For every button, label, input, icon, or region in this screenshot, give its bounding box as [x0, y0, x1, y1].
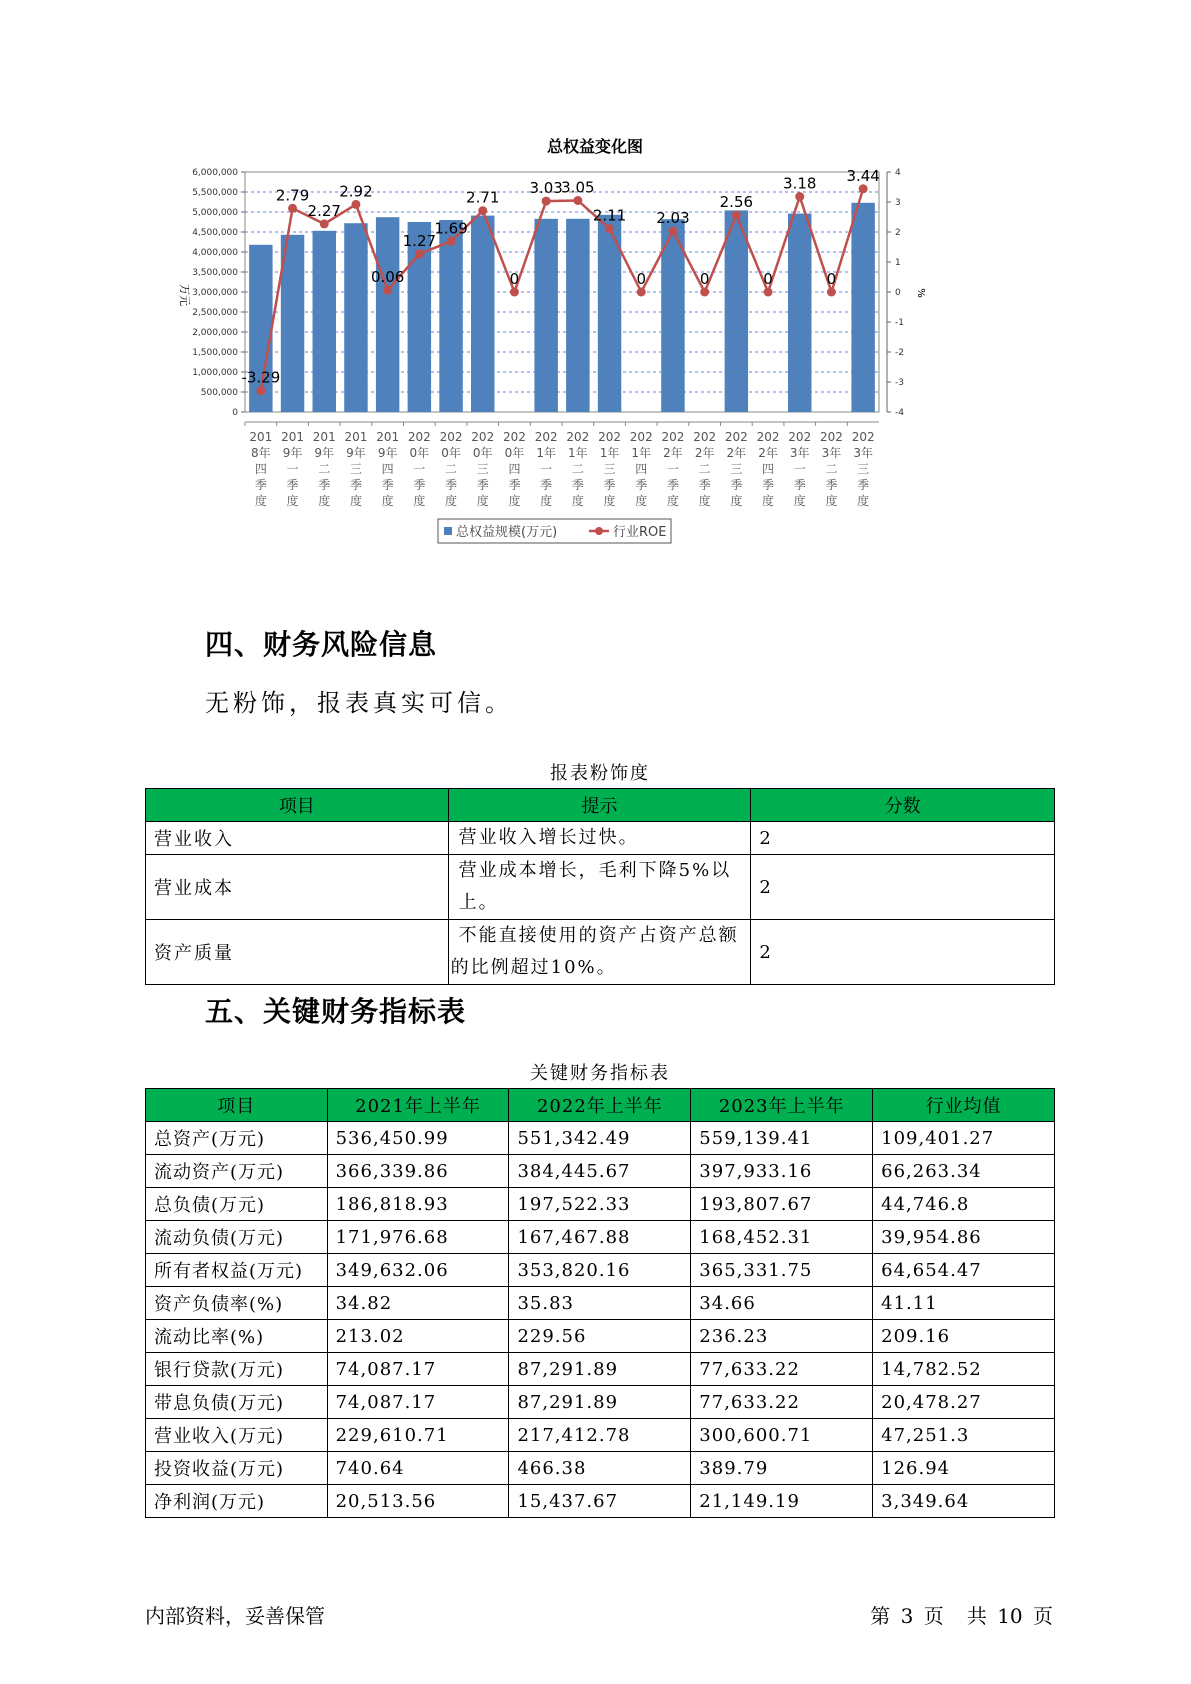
roe-data-label: 1.27 — [402, 231, 437, 250]
table-row — [146, 1188, 1055, 1221]
bar — [313, 231, 336, 412]
kfi-value: 34.66 — [691, 1287, 873, 1320]
x-tick-label: 三 — [730, 462, 743, 476]
kfi-item: 所有者权益(万元) — [146, 1254, 328, 1287]
x-tick-label: 1年 — [536, 446, 556, 460]
x-tick-label: 二 — [698, 462, 711, 476]
kfi-value: 559,139.41 — [691, 1122, 873, 1155]
x-tick-label: 季 — [508, 478, 521, 492]
table-row — [146, 1353, 1055, 1386]
x-tick-label: 201 — [312, 430, 336, 444]
kfi-value: 35.83 — [509, 1287, 691, 1320]
x-tick-label: 3年 — [821, 446, 842, 460]
x-tick-label: 季 — [413, 478, 426, 492]
kfi-item: 带息负债(万元) — [146, 1386, 328, 1419]
roe-data-label: 0 — [699, 270, 710, 288]
y-tick-label: 3,000,000 — [192, 288, 238, 298]
bar — [725, 210, 748, 412]
x-tick-label: 度 — [318, 494, 331, 508]
x-tick-label: 季 — [286, 478, 299, 492]
roe-data-label: 2.92 — [339, 182, 373, 201]
x-tick-label: 季 — [254, 478, 267, 492]
kfi-value: 77,633.22 — [691, 1386, 873, 1419]
roe-data-label: 3.03 — [529, 179, 563, 198]
roe-point — [605, 224, 614, 233]
roe-data-label: 1.69 — [434, 219, 468, 238]
kfi-value: 353,820.16 — [509, 1254, 691, 1287]
y2-tick-label: 0 — [895, 288, 901, 298]
roe-data-label: 0 — [509, 270, 520, 288]
y-tick-label: 4,500,000 — [192, 228, 238, 238]
x-tick-label: 季 — [571, 478, 584, 492]
x-tick-label: 季 — [476, 478, 489, 492]
x-tick-label: 202 — [851, 430, 875, 444]
roe-point — [700, 288, 709, 297]
legend-line-label: 行业ROE — [613, 525, 667, 540]
kfi-table-caption: 关键财务指标表 — [530, 1063, 670, 1084]
kfi-value: 236.23 — [691, 1320, 873, 1353]
equity-chart — [175, 135, 1035, 595]
x-tick-label: 四 — [254, 462, 267, 476]
x-tick-label: 202 — [629, 430, 653, 444]
roe-point — [351, 200, 360, 209]
risk-item: 营业成本 — [146, 855, 449, 920]
header-tip: 提示 — [448, 789, 751, 822]
x-tick-label: 四 — [762, 462, 775, 476]
roe-data-label: 0 — [763, 270, 773, 288]
kfi-value: 87,291.89 — [509, 1386, 691, 1419]
x-tick-label: 202 — [534, 430, 558, 444]
x-tick-label: 202 — [724, 430, 748, 444]
x-tick-label: 202 — [756, 430, 780, 444]
table-row — [146, 1254, 1055, 1287]
y-tick-label: 5,000,000 — [192, 208, 238, 218]
kfi-value: 229,610.71 — [327, 1419, 509, 1452]
legend-line-marker — [595, 527, 603, 535]
x-tick-label: 3年 — [789, 446, 810, 460]
y2-tick-label: -3 — [895, 378, 904, 388]
roe-point — [573, 196, 582, 205]
x-tick-label: 季 — [381, 478, 394, 492]
x-tick-label: 四 — [635, 462, 648, 476]
roe-data-label: 3.44 — [846, 166, 880, 185]
x-tick-label: 一 — [666, 462, 679, 476]
risk-tip: 营业成本增长，毛利下降5%以上。 — [448, 855, 751, 920]
section5-heading: 五、关键财务指标表 — [205, 995, 467, 1028]
table-row — [146, 1386, 1055, 1419]
kfi-value: 74,087.17 — [327, 1386, 509, 1419]
risk-table-header — [146, 789, 1055, 822]
line-series — [241, 167, 879, 395]
x-tick-label: 度 — [476, 494, 489, 508]
x-tick-label: 度 — [286, 494, 299, 508]
table-row — [146, 822, 1055, 855]
y-tick-label: 2,500,000 — [192, 308, 238, 318]
x-tick-label: 度 — [730, 494, 743, 508]
roe-point — [383, 286, 392, 295]
table-row — [146, 1485, 1055, 1518]
risk-item: 营业收入 — [146, 822, 449, 855]
x-tick-label: 季 — [857, 478, 870, 492]
x-tick-label: 9年 — [346, 446, 366, 460]
x-tick-label: 202 — [471, 430, 495, 444]
x-tick-label: 二 — [445, 462, 458, 476]
section4-paragraph: 无粉饰，报表真实可信。 — [205, 689, 513, 717]
roe-data-label: 2.79 — [275, 186, 310, 205]
kfi-value: 3,349.64 — [873, 1485, 1055, 1518]
total-unit: 页 — [1033, 1604, 1053, 1628]
y2-tick-label: 1 — [895, 258, 901, 268]
kfi-item: 总负债(万元) — [146, 1188, 328, 1221]
header-item: 项目 — [146, 1089, 328, 1122]
kfi-value: 21,149.19 — [691, 1485, 873, 1518]
kfi-value: 15,437.67 — [509, 1485, 691, 1518]
x-tick-label: 0年 — [504, 446, 525, 460]
kfi-value: 186,818.93 — [327, 1188, 509, 1221]
y2-tick-label: 4 — [895, 168, 901, 178]
kfi-value: 47,251.3 — [873, 1419, 1055, 1452]
roe-point — [637, 288, 646, 297]
x-tick-label: 202 — [598, 430, 622, 444]
x-tick-label: 9年 — [282, 446, 303, 460]
x-tick-label: 三 — [603, 462, 616, 476]
legend-bar-label: 总权益规模(万元) — [456, 525, 558, 540]
kfi-item: 营业收入(万元) — [146, 1419, 328, 1452]
page-unit: 页 — [923, 1604, 944, 1628]
x-tick-label: 季 — [318, 478, 331, 492]
kfi-value: 229.56 — [509, 1320, 691, 1353]
kfi-value: 34.82 — [327, 1287, 509, 1320]
y2-tick-label: -1 — [895, 318, 904, 328]
x-tick-label: 季 — [445, 478, 458, 492]
roe-data-label: 2.71 — [466, 188, 500, 207]
risk-table-caption: 报表粉饰度 — [550, 763, 650, 784]
y-tick-label: 5,500,000 — [192, 188, 238, 198]
x-tick-label: 二 — [825, 462, 838, 476]
x-tick-label: 202 — [407, 430, 431, 444]
x-tick-label: 202 — [502, 430, 526, 444]
x-tick-label: 2年 — [694, 446, 715, 460]
kfi-table — [145, 1088, 1055, 1518]
roe-point — [320, 219, 329, 228]
roe-point — [859, 184, 868, 193]
risk-score: 2 — [751, 855, 1055, 920]
x-tick-label: 一 — [413, 462, 426, 476]
legend-bar-swatch — [444, 527, 452, 535]
y-tick-label: 6,000,000 — [192, 168, 238, 178]
x-tick-label: 二 — [318, 462, 331, 476]
y-tick-label: 1,500,000 — [192, 348, 238, 358]
kfi-value: 77,633.22 — [691, 1353, 873, 1386]
risk-tip-line: 的比例超过10%。 — [450, 957, 617, 978]
header-score: 分数 — [751, 789, 1055, 822]
kfi-item: 投资收益(万元) — [146, 1452, 328, 1485]
x-tick-label: 1年 — [599, 446, 620, 460]
kfi-value: 466.38 — [509, 1452, 691, 1485]
x-tick-label: 202 — [566, 430, 590, 444]
kfi-item: 流动资产(万元) — [146, 1155, 328, 1188]
roe-data-label: 2.11 — [592, 206, 627, 225]
x-tick-label: 1年 — [568, 446, 588, 460]
bar — [344, 223, 367, 412]
header-item: 项目 — [146, 789, 449, 822]
x-tick-label: 季 — [793, 478, 806, 492]
y-tick-label: 2,000,000 — [192, 328, 238, 338]
risk-score: 2 — [751, 920, 1055, 985]
table-row — [146, 1287, 1055, 1320]
kfi-value: 167,467.88 — [509, 1221, 691, 1254]
x-tick-label: 度 — [349, 494, 362, 508]
x-tick-label: 季 — [666, 478, 679, 492]
x-tick-label: 季 — [762, 478, 775, 492]
page-number: 3 — [900, 1604, 914, 1628]
section4-heading: 四、财务风险信息 — [205, 628, 438, 661]
kfi-table-header — [146, 1089, 1055, 1122]
x-tick-label: 季 — [603, 478, 616, 492]
kfi-value: 397,933.16 — [691, 1155, 873, 1188]
roe-point — [478, 206, 487, 215]
chart-legend — [438, 519, 671, 543]
header-2023: 2023年上半年 — [691, 1089, 873, 1122]
x-tick-label: 度 — [254, 494, 267, 508]
x-tick-label: 三 — [476, 462, 489, 476]
header-2021: 2021年上半年 — [327, 1089, 509, 1122]
x-tick-label: 2年 — [758, 446, 778, 460]
roe-point — [510, 288, 519, 297]
roe-data-label: 3.18 — [783, 174, 817, 193]
risk-score: 2 — [751, 822, 1055, 855]
roe-data-label: 2.27 — [307, 201, 341, 220]
x-tick-label: 度 — [571, 494, 584, 508]
roe-point — [668, 227, 677, 236]
x-tick-label: 季 — [635, 478, 648, 492]
roe-point — [795, 192, 804, 201]
kfi-value: 366,339.86 — [327, 1155, 509, 1188]
x-tick-label: 一 — [540, 462, 553, 476]
x-tick-label: 201 — [281, 430, 305, 444]
x-tick-label: 四 — [508, 462, 521, 476]
bar-series — [249, 203, 875, 412]
y-tick-label: 3,500,000 — [192, 268, 238, 278]
x-axis-ticks — [245, 422, 879, 508]
x-tick-label: 季 — [698, 478, 711, 492]
risk-table — [145, 788, 1055, 985]
kfi-value: 193,807.67 — [691, 1188, 873, 1221]
table-row — [146, 1452, 1055, 1485]
y2-axis-ticks — [887, 168, 904, 418]
x-tick-label: 一 — [793, 462, 806, 476]
x-tick-label: 3年 — [853, 446, 873, 460]
x-tick-label: 1年 — [631, 446, 652, 460]
kfi-value: 87,291.89 — [509, 1353, 691, 1386]
kfi-value: 740.64 — [327, 1452, 509, 1485]
chart-title: 总权益变化图 — [546, 137, 644, 156]
roe-data-label: 2.03 — [656, 209, 690, 228]
roe-point — [542, 197, 551, 206]
risk-item: 资产质量 — [146, 920, 449, 985]
x-tick-label: 0年 — [409, 446, 430, 460]
kfi-value: 109,401.27 — [873, 1122, 1055, 1155]
x-tick-label: 201 — [249, 430, 273, 444]
kfi-item: 资产负债率(%) — [146, 1287, 328, 1320]
bar — [439, 220, 462, 412]
x-tick-label: 度 — [413, 494, 426, 508]
kfi-value: 551,342.49 — [509, 1122, 691, 1155]
table-row — [146, 855, 1055, 920]
header-industry-avg: 行业均值 — [873, 1089, 1055, 1122]
bar — [566, 219, 589, 412]
y2-tick-label: 2 — [895, 228, 901, 238]
kfi-value: 300,600.71 — [691, 1419, 873, 1452]
roe-point — [256, 386, 265, 395]
roe-point — [288, 204, 297, 213]
header-2022: 2022年上半年 — [509, 1089, 691, 1122]
x-tick-label: 度 — [603, 494, 616, 508]
kfi-value: 217,412.78 — [509, 1419, 691, 1452]
roe-data-label: -3.29 — [241, 368, 281, 387]
y-axis-label: 万元 — [178, 284, 191, 306]
x-tick-label: 度 — [508, 494, 521, 508]
kfi-value: 365,331.75 — [691, 1254, 873, 1287]
kfi-value: 20,478.27 — [873, 1386, 1055, 1419]
roe-point — [827, 288, 836, 297]
kfi-value: 536,450.99 — [327, 1122, 509, 1155]
x-tick-label: 0年 — [441, 446, 461, 460]
roe-data-label: 0 — [636, 270, 647, 288]
x-tick-label: 202 — [439, 430, 463, 444]
kfi-value: 197,522.33 — [509, 1188, 691, 1221]
kfi-value: 126.94 — [873, 1452, 1055, 1485]
x-tick-label: 度 — [540, 494, 553, 508]
kfi-table-body — [146, 1122, 1055, 1518]
x-tick-label: 度 — [825, 494, 838, 508]
x-tick-label: 季 — [540, 478, 553, 492]
kfi-item: 净利润(万元) — [146, 1485, 328, 1518]
roe-point — [447, 237, 456, 246]
kfi-value: 349,632.06 — [327, 1254, 509, 1287]
table-row — [146, 1320, 1055, 1353]
y2-tick-label: 3 — [895, 198, 901, 208]
x-tick-label: 三 — [349, 462, 362, 476]
x-tick-label: 季 — [730, 478, 743, 492]
y-tick-label: 500,000 — [200, 388, 238, 398]
x-tick-label: 202 — [661, 430, 685, 444]
kfi-item: 流动负债(万元) — [146, 1221, 328, 1254]
y-tick-label: 0 — [232, 408, 238, 418]
x-tick-label: 度 — [793, 494, 806, 508]
roe-data-label: 0 — [826, 270, 837, 288]
x-tick-label: 0年 — [472, 446, 493, 460]
x-tick-label: 度 — [857, 494, 870, 508]
kfi-value: 384,445.67 — [509, 1155, 691, 1188]
x-tick-label: 四 — [381, 462, 394, 476]
kfi-value: 41.11 — [873, 1287, 1055, 1320]
kfi-value: 20,513.56 — [327, 1485, 509, 1518]
roe-point — [732, 211, 741, 220]
bar — [534, 219, 557, 412]
x-tick-label: 度 — [445, 494, 458, 508]
roe-point — [415, 249, 424, 258]
x-tick-label: 9年 — [377, 446, 398, 460]
kfi-value: 74,087.17 — [327, 1353, 509, 1386]
x-tick-label: 二 — [571, 462, 584, 476]
kfi-value: 44,746.8 — [873, 1188, 1055, 1221]
kfi-item: 流动比率(%) — [146, 1320, 328, 1353]
x-tick-label: 三 — [857, 462, 870, 476]
x-tick-label: 季 — [349, 478, 362, 492]
x-tick-label: 202 — [819, 430, 843, 444]
risk-tip — [448, 920, 751, 985]
total-pages: 10 — [997, 1604, 1023, 1628]
x-tick-label: 度 — [698, 494, 711, 508]
kfi-value: 39,954.86 — [873, 1221, 1055, 1254]
kfi-value: 213.02 — [327, 1320, 509, 1353]
x-tick-label: 202 — [788, 430, 812, 444]
page-indicator — [868, 1600, 1055, 1629]
y-axis-ticks — [192, 168, 245, 418]
roe-data-label: 2.56 — [719, 193, 754, 212]
x-tick-label: 2年 — [663, 446, 683, 460]
y2-tick-label: -4 — [895, 408, 904, 418]
table-row — [146, 1419, 1055, 1452]
kfi-value: 168,452.31 — [691, 1221, 873, 1254]
roe-data-label: 0.06 — [370, 268, 405, 287]
kfi-item: 总资产(万元) — [146, 1122, 328, 1155]
table-row — [146, 920, 1055, 985]
bar — [471, 216, 494, 412]
risk-tip: 营业收入增长过快。 — [448, 822, 751, 855]
roe-point — [764, 288, 773, 297]
x-tick-label: 202 — [693, 430, 717, 444]
bar — [851, 203, 874, 412]
bar — [376, 217, 399, 412]
roe-data-label: 3.05 — [561, 178, 595, 197]
x-tick-label: 201 — [376, 430, 400, 444]
y-tick-label: 4,000,000 — [192, 248, 238, 258]
table-row — [146, 1221, 1055, 1254]
kfi-value: 389.79 — [691, 1452, 873, 1485]
y2-axis-label: % — [915, 288, 926, 298]
x-tick-label: 一 — [286, 462, 299, 476]
table-row — [146, 1155, 1055, 1188]
x-tick-label: 8年 — [251, 446, 271, 460]
kfi-value: 66,263.34 — [873, 1155, 1055, 1188]
total-prefix: 共 — [966, 1604, 987, 1628]
x-tick-label: 度 — [666, 494, 679, 508]
kfi-item: 银行贷款(万元) — [146, 1353, 328, 1386]
x-tick-label: 2年 — [726, 446, 747, 460]
x-tick-label: 度 — [762, 494, 775, 508]
footer-note: 内部资料，妥善保管 — [145, 1604, 325, 1628]
x-tick-label: 201 — [344, 430, 368, 444]
x-tick-label: 度 — [635, 494, 648, 508]
y2-tick-label: -2 — [895, 348, 904, 358]
kfi-value: 171,976.68 — [327, 1221, 509, 1254]
bar — [788, 214, 811, 412]
kfi-value: 209.16 — [873, 1320, 1055, 1353]
x-tick-label: 度 — [381, 494, 394, 508]
y-tick-label: 1,000,000 — [192, 368, 238, 378]
kfi-value: 64,654.47 — [873, 1254, 1055, 1287]
x-tick-label: 季 — [825, 478, 838, 492]
kfi-value: 14,782.52 — [873, 1353, 1055, 1386]
risk-tip-line: 不能直接使用的资产占资产总额 — [458, 925, 739, 946]
table-row — [146, 1122, 1055, 1155]
page-prefix: 第 — [870, 1604, 891, 1628]
x-tick-label: 9年 — [314, 446, 335, 460]
